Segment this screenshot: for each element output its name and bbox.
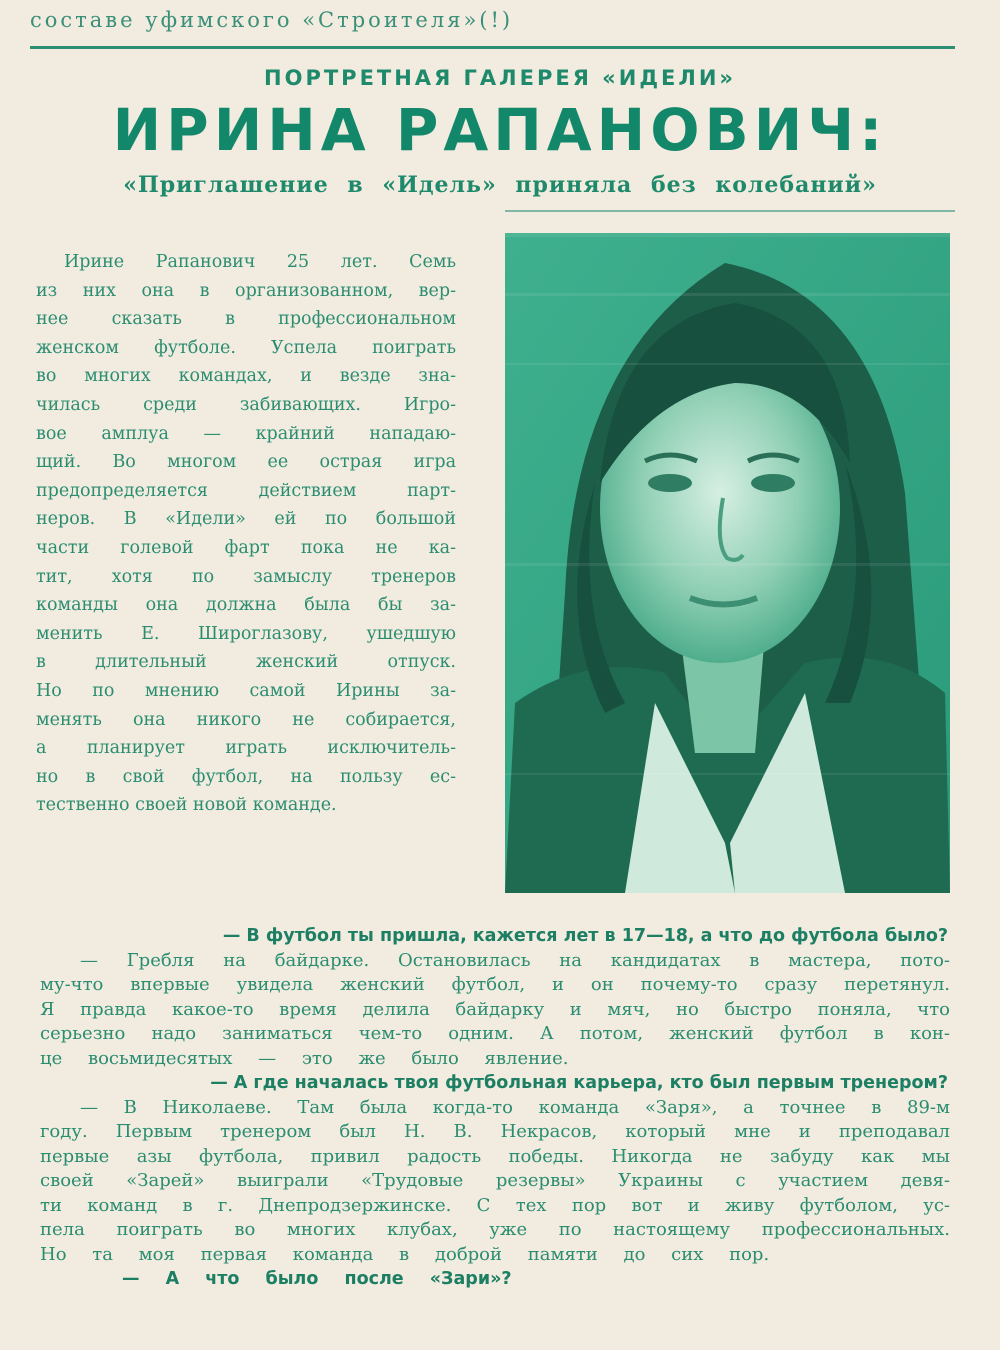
article-headline: ИРИНА РАПАНОВИЧ:	[112, 96, 888, 164]
answer-line: му-что впервые увидела женский футбол, и он почему-то сразу перетянул.	[40, 974, 950, 995]
intro-line: нее сказать в профессиональном	[36, 309, 456, 330]
intro-line: чилась среди забивающих. Игро-	[36, 394, 456, 415]
interview-question: — А что было после «Зари»?	[122, 1269, 512, 1289]
answer-line: серьезно надо заниматься чем-то одним. А потом, женский футбол в кон-	[40, 1023, 950, 1044]
intro-line: менить Е. Широглазову, ушедшую	[36, 623, 456, 644]
intro-line: вое амплуа — крайний нападаю-	[36, 423, 456, 444]
answer-line: своей «Зарей» выиграли «Трудовые резервы» Украины с участием девя-	[40, 1170, 950, 1191]
intro-line: части голевой фарт пока не ка-	[36, 537, 456, 558]
intro-line: тественно своей новой команде.	[36, 795, 337, 816]
intro-line: в длительный женский отпуск.	[36, 652, 456, 673]
answer-line: — В Николаеве. Там была когда-то команда «Заря», а точнее в 89-м	[80, 1096, 950, 1118]
answer-line: — Гребля на байдарке. Остановилась на кандидатах в мастера, пото-	[80, 949, 950, 971]
interview-question: — В футбол ты пришла, кажется лет в 17—18, а что до футбола было?	[222, 926, 948, 946]
intro-line: команды она должна была бы за-	[36, 595, 456, 616]
answer-line: первые азы футбола, привил радость победы. Никогда не забуду как мы	[40, 1145, 950, 1167]
intro-line: во многих командах, и везде зна-	[36, 366, 456, 387]
intro-line: тит, хотя по замыслу тренеров	[36, 566, 456, 587]
intro-line: из них она в организованном, вер-	[36, 280, 456, 301]
portrait-illustration	[505, 233, 950, 893]
answer-line: Я правда какое-то время делила байдарку и мяч, но быстро поняла, что	[40, 998, 950, 1020]
intro-line: щий. Во многом ее острая игра	[36, 452, 456, 473]
subhead-divider	[505, 210, 955, 212]
answer-line: це восьмидесятых — это же было явление.	[40, 1047, 569, 1069]
answer-line: ти команд в г. Днепродзержинске. С тех пор вот и живу футболом, ус-	[40, 1194, 950, 1216]
intro-line: Но по мнению самой Ирины за-	[36, 680, 456, 701]
article-subheadline: «Приглашение в «Идель» приняла без колебаний»	[123, 172, 877, 198]
interview-question: — А где началась твоя футбольная карьера, кто был первым тренером?	[210, 1073, 948, 1093]
previous-article-fragment: составе уфимского «Строителя»(!)	[30, 8, 514, 32]
intro-paragraph	[36, 248, 456, 820]
interview-section	[40, 924, 950, 1292]
intro-line: женском футболе. Успела поиграть	[36, 337, 456, 358]
intro-line: предопределяется действием парт-	[36, 480, 456, 501]
portrait-photo	[505, 233, 950, 893]
intro-line: неров. В «Идели» ей по большой	[36, 509, 456, 530]
intro-line: а планирует играть исключитель-	[36, 738, 456, 759]
answer-line: пела поиграть во многих клубах, уже по настоящему профессиональных.	[40, 1219, 950, 1240]
intro-line: Ирине Рапанович 25 лет. Семь	[64, 252, 456, 272]
intro-line: менять она никого не собирается,	[36, 709, 456, 730]
intro-line: но в свой футбол, на пользу ес-	[36, 766, 456, 787]
header-divider	[30, 46, 955, 49]
answer-line: Но та моя первая команда в доброй памяти до сих пор.	[40, 1243, 770, 1265]
answer-line: году. Первым тренером был Н. В. Некрасов, который мне и преподавал	[40, 1121, 950, 1142]
section-kicker: ПОРТРЕТНАЯ ГАЛЕРЕЯ «ИДЕЛИ»	[264, 66, 736, 90]
